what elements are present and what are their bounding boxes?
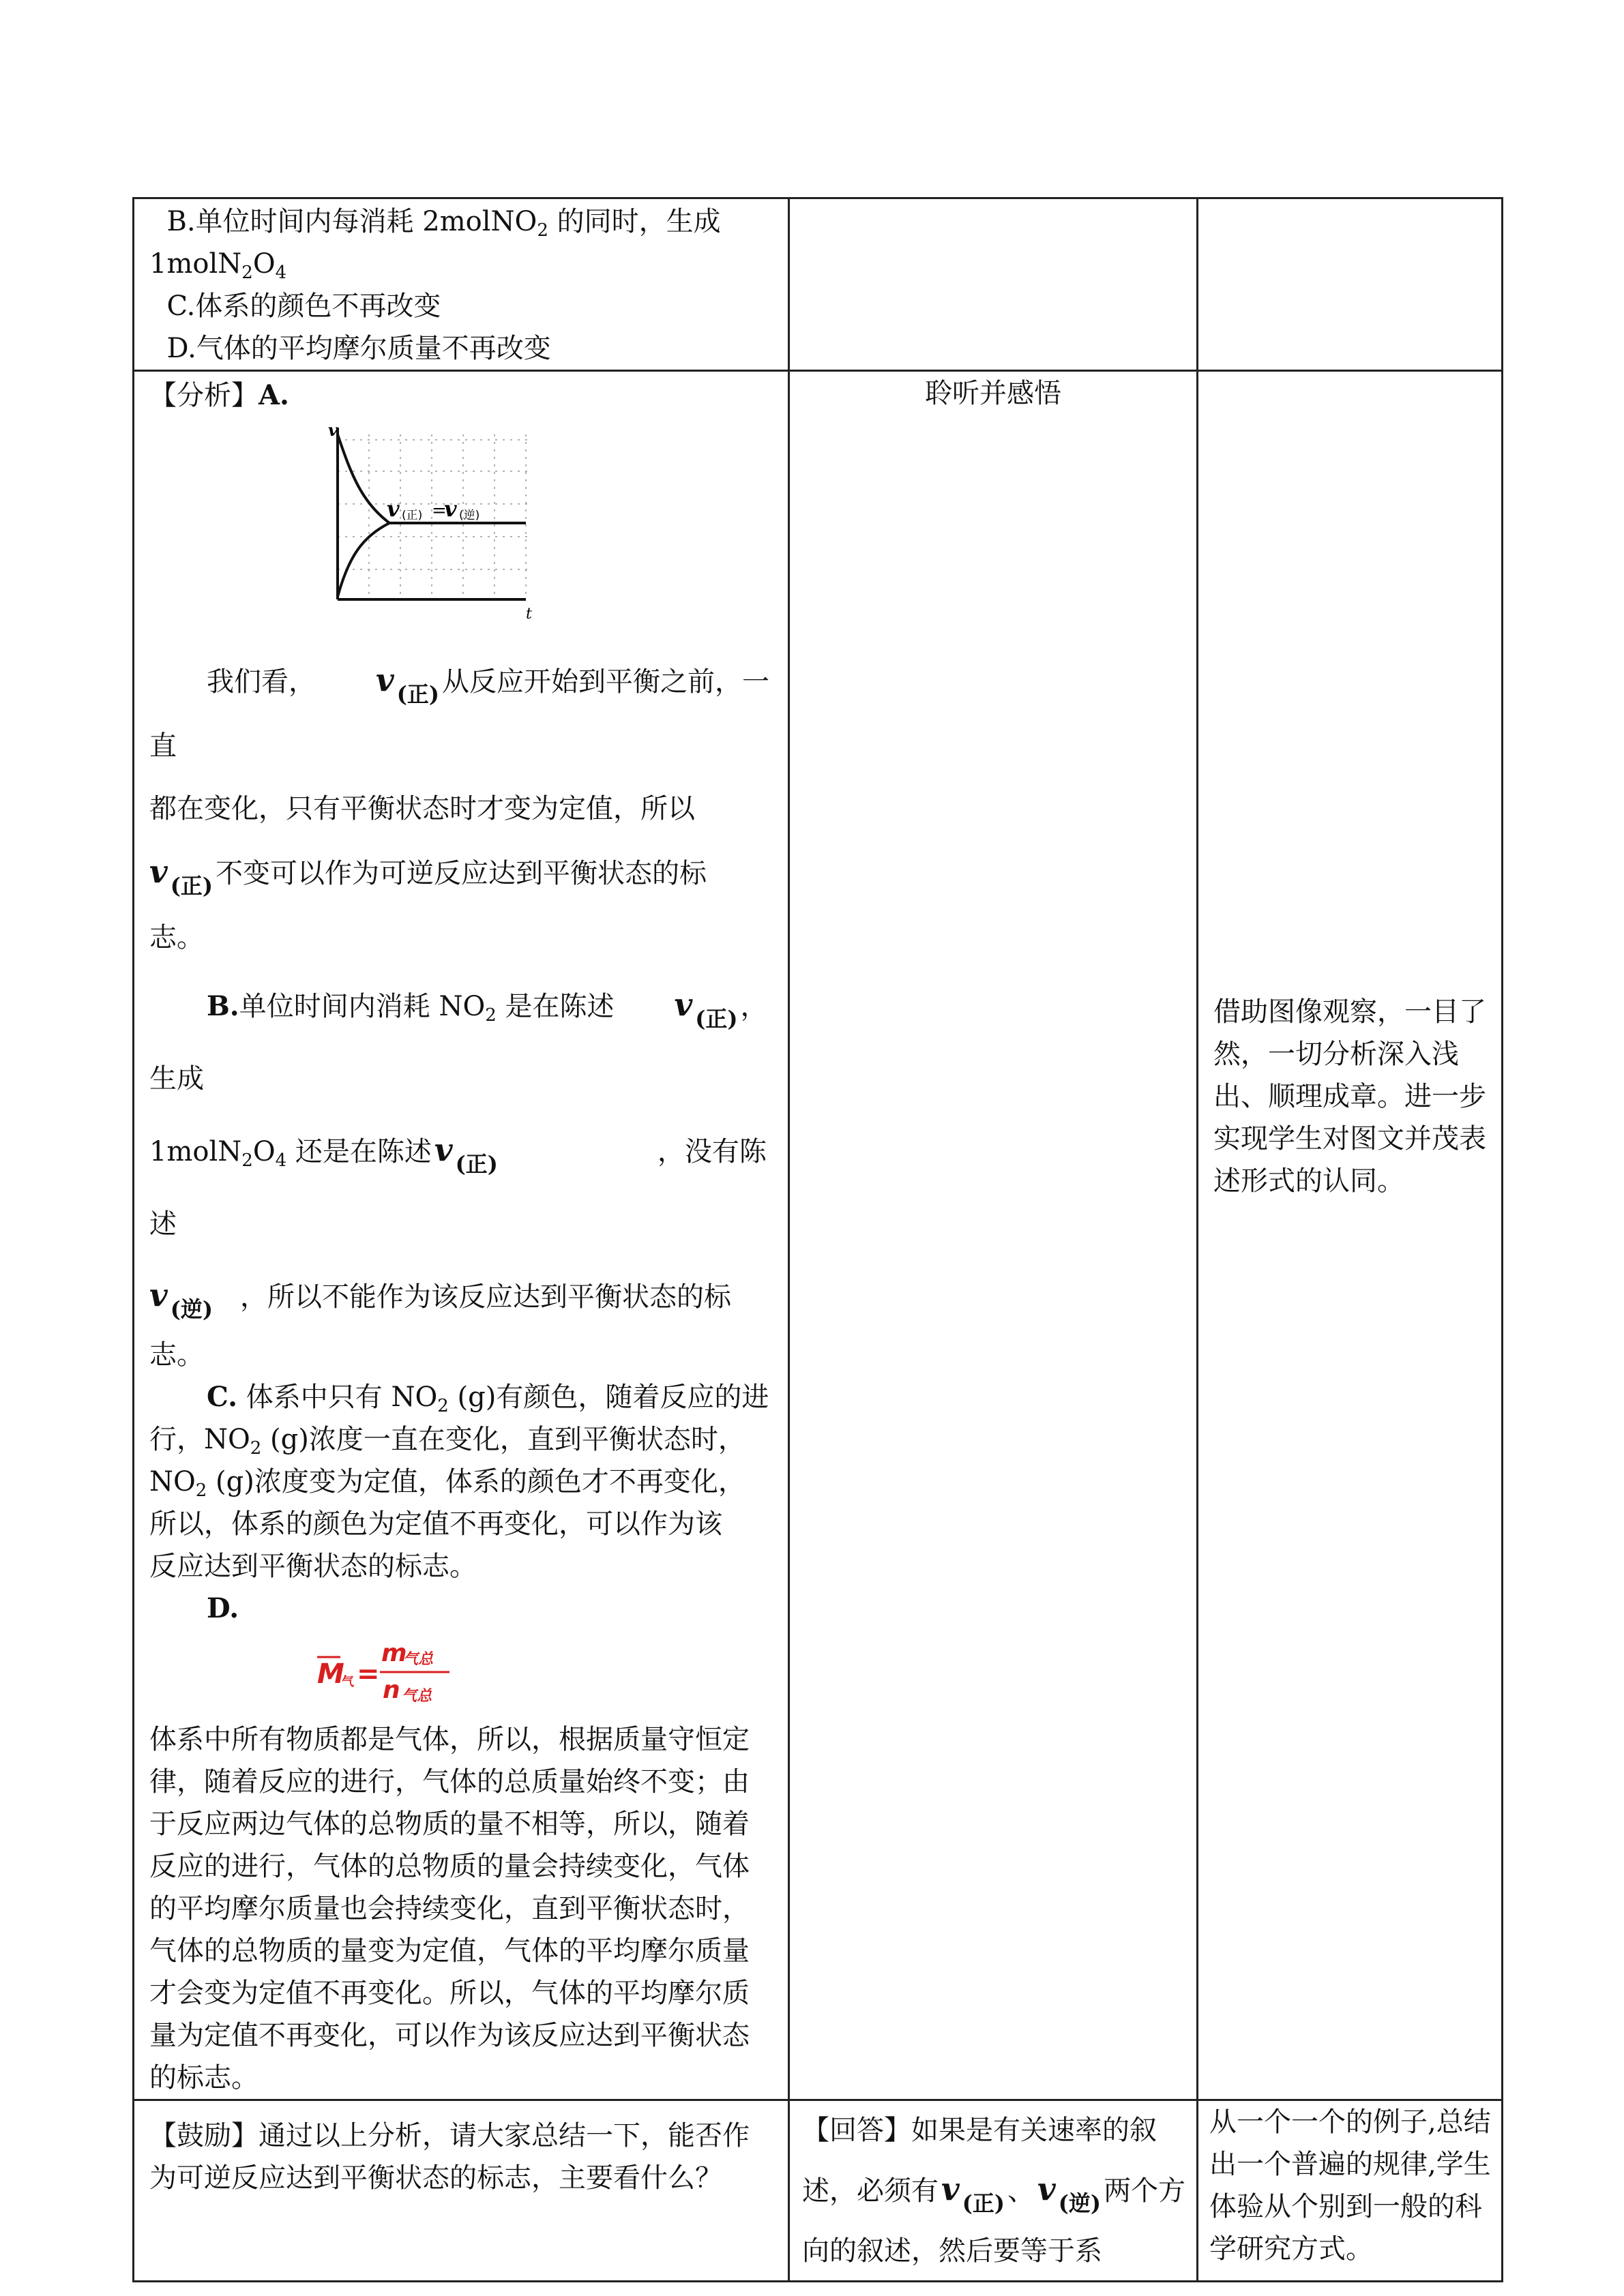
v-sub-rev-2: (逆) [1058,2190,1102,2216]
option-b-l2-pre: 1molN [149,248,242,280]
v-sym-3: v [674,986,693,1023]
analysis-d-heading [149,1587,776,1630]
row2-content-cell [134,371,789,2100]
option-b [149,200,776,243]
pb-4a: 1molN [149,1136,242,1167]
analysis-a-para [149,648,776,777]
answer-text [790,2101,1196,2280]
pc-2s: 2 [250,1438,262,1459]
formula-lhs: M [317,1658,344,1690]
encourage-text [134,2101,788,2199]
v-sym-4: v [434,1131,453,1168]
y-axis-label: v [328,421,338,440]
row2-middle-cell [789,371,1198,2100]
row1-middle-cell [789,198,1198,371]
answer-sep: 、 [1007,2175,1035,2207]
rate-time-graph-svg [328,421,540,625]
analysis-b-para-4 [149,1334,776,1376]
v-sym-2: v [149,853,168,890]
rate-graph [149,417,776,648]
pb-4c: 还是在陈述 [286,1136,432,1167]
formula-num-sub: 气总 [403,1651,434,1668]
analysis-heading [149,374,776,417]
analysis-c-para-4 [149,1503,776,1545]
row3-right-cell [1198,2100,1503,2282]
option-b-line2 [149,243,776,285]
table-row-2 [134,371,1503,2100]
analysis-a-para-2 [149,777,776,840]
analysis-d-para [149,1718,776,2099]
table-row-1 [134,198,1503,371]
analysis-c-para-2 [149,1418,776,1461]
row3-middle-cell [789,2100,1198,2282]
analysis-c-para [149,1376,776,1418]
lesson-table [132,197,1503,2282]
v-forward-symbol [319,648,439,715]
v-sub-fwd-2: (正) [170,873,213,899]
row2-right-cell [1198,371,1503,2100]
molar-mass-formula [149,1630,776,1718]
pc-2b: (g)浓度一直在变化，直到平衡状态时， [261,1424,745,1455]
design-intent-text [1198,372,1501,1202]
pb-4s1: 2 [241,1150,253,1171]
option-b-l2-mid: O [252,248,276,280]
listen-and-reflect-text: 聆听并感悟 [925,378,1061,409]
v-sym-7: v [1037,2171,1056,2207]
v-sub-fwd: (正) [396,681,440,707]
graph-equals: = [432,501,447,521]
formula-eq: = [357,1658,380,1690]
analysis-a-para-4 [149,906,776,969]
analysis-b-para [149,969,776,1114]
pa-4: 不变可以作为可逆反应达到平衡状态的标 [216,858,707,889]
pa-5: 志。 [149,922,204,953]
v-reverse-symbol [149,1259,213,1334]
pd-label: D. [207,1592,239,1624]
pc-2: 行，NO [149,1424,250,1455]
v-forward-symbol-3 [617,969,738,1043]
pc-4: 所以，体系的颜色为定值不再变化，可以作为该 [149,1508,722,1540]
pb-4s2: 4 [275,1150,287,1171]
pc-1: 体系中只有 NO [237,1382,438,1413]
answer-1: 【回答】如果是有关速率的叙述，必须有 [802,2115,1157,2207]
row3-left-cell [134,2100,789,2282]
option-b-l2-sub2: 4 [275,263,287,283]
option-d-text: D.气体的平均摩尔质量不再改变 [166,333,551,364]
option-c-text: C.体系的颜色不再改变 [166,290,441,322]
pb-2: 是在陈述 [496,991,615,1022]
pc-label: C. [207,1381,238,1413]
option-b-sub: 2 [537,220,548,241]
row1-right-cell [1198,198,1503,371]
option-b-l2-sub1: 2 [241,263,253,283]
option-c [149,285,776,327]
pb-6: ，所以不能作为该反应达到平衡状态的标 [240,1281,732,1313]
method-span: 从一个一个的例子,总结出一个普遍的规律,学生体验从个别到一般的科学研究方式。 [1209,2106,1491,2265]
molar-mass-formula-svg [313,1630,477,1712]
v-sym-6: v [941,2171,960,2207]
analysis-c-para-5 [149,1545,776,1587]
v-sym: v [376,661,394,698]
pc-1b: (g)有颜色，随着反应的进 [448,1382,769,1413]
design-intent-span: 借助图像观察，一目了然，一切分析深入浅出、顺理成章。进一步实现学生对图文并茂表述形式的认同。 [1213,996,1486,1197]
listen-and-reflect [790,372,1196,411]
pc-5: 反应达到平衡状态的标志。 [149,1551,477,1582]
option-d [149,327,776,370]
formula-lhs-sub: 气 [342,1675,354,1689]
v-sym-5: v [149,1277,168,1313]
pa-1: 我们看， [207,666,316,698]
v-reverse-symbol-2 [1037,2160,1101,2222]
row1-content-cell [134,198,789,371]
formula-num: m [381,1639,407,1667]
pd-text: 体系中所有物质都是气体，所以，根据质量守恒定律，随着反应的进行，气体的总质量始终不变；由于反应两边气体的总物质的量不相等，所以，随着反应的进行，气体的总物质的量会持续变化，气体的平均摩尔质量也会持续变化，直到平衡状态时，气体的总物质的量变为定值，气体的平均摩尔质量才会变为定值不再变化。所以，气体的平均摩尔质量为定值不再变化，可以作为该反应达到平衡状态的标志。 [149,1724,750,2093]
v-forward-symbol-2 [149,840,213,906]
pc-3s: 2 [195,1480,207,1501]
v-sub-fwd-3: (正) [695,1006,738,1032]
formula-den-sub: 气总 [402,1688,432,1705]
answer-2: 两个方向的叙述，然后要等于系 [802,2175,1186,2267]
pc-3: NO [149,1466,196,1497]
analysis-b-para-2 [149,1114,776,1259]
pa-3: 都在变化，只有平衡状态时才变为定值，所以 [149,793,695,824]
pb-label: B. [207,990,239,1022]
v-sub-rev: (逆) [170,1296,213,1322]
graph-v-reverse: v [444,496,457,522]
graph-v-forward: v [387,496,400,522]
pc-3b: (g)浓度变为定值，体系的颜色才不再变化， [207,1466,745,1497]
table-row-3 [134,2100,1503,2282]
option-b-text: B.单位时间内每消耗 2molNO [166,206,537,237]
method-text [1198,2101,1501,2270]
v-forward-symbol-5 [941,2160,1005,2222]
pa-2: 从反应开始到平衡之前，一直 [149,666,770,762]
pb-4b: O [252,1136,276,1167]
option-b-tail: 的同时，生成 [548,206,721,237]
pc-1s: 2 [437,1396,449,1416]
v-sub-fwd-4: (正) [455,1151,498,1177]
pb-5: ，没有陈述 [149,1136,767,1240]
analysis-b-para-3 [149,1259,776,1334]
analysis-a-label: A. [259,379,289,411]
analysis-a-para-3 [149,840,776,906]
formula-den: n [383,1676,400,1704]
pb-sub: 2 [485,1005,497,1026]
analysis-label: 【分析】 [149,380,259,411]
pb-1: 单位时间内消耗 NO [239,991,486,1022]
graph-reverse-sub: (逆) [459,509,480,522]
v-sub-fwd-5: (正) [962,2190,1005,2216]
pb-7: 志。 [149,1339,204,1371]
v-forward-symbol-4 [434,1114,498,1189]
x-axis-label: t [526,606,532,623]
encourage-span: 【鼓励】通过以上分析，请大家总结一下，能否作为可逆反应达到平衡状态的标志，主要看什么？ [149,2120,750,2194]
analysis-c-para-3 [149,1461,776,1503]
graph-forward-sub: (正) [402,509,423,522]
pb-3: ，生成 [149,991,768,1094]
